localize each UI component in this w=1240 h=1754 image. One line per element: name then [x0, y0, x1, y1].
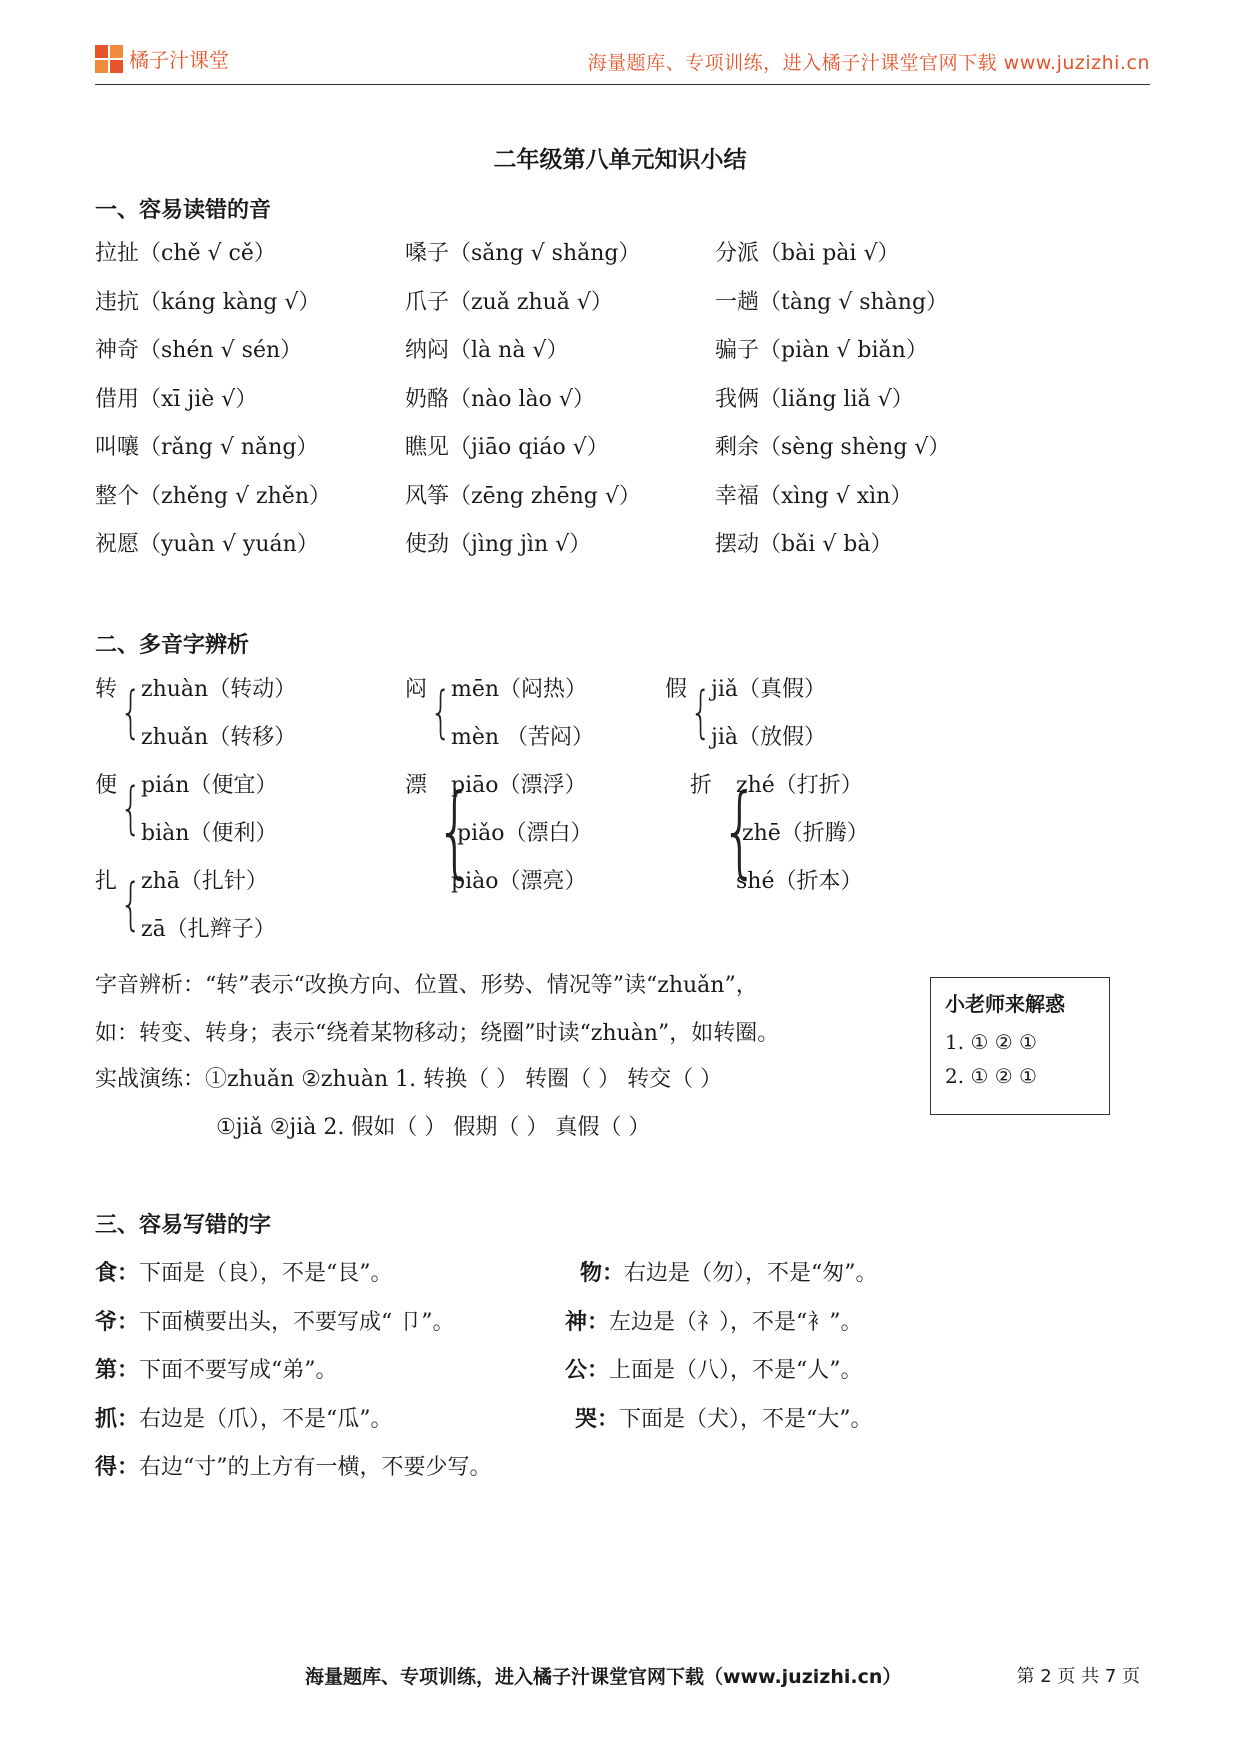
pronunciation-item: 违抗（káng kàng √）: [95, 289, 321, 315]
pronunciation-item: 骗子（piàn √ biǎn）: [715, 338, 928, 363]
target-character: 物：: [580, 1260, 625, 1286]
section2-heading: 二、多音字辨析: [95, 632, 250, 658]
pronunciation-item: 使劲（jìng jìn √）: [405, 532, 592, 557]
pronunciation-item: 我俩（liǎng liǎ √）: [715, 386, 914, 412]
pronunciation-item: 幸福（xìng √ xìn）: [715, 483, 913, 509]
pronunciation-item: 嗓子（sǎng √ shǎng）: [405, 241, 641, 266]
polyphone-reading: zhuǎn（转移）: [141, 725, 297, 750]
pronunciation-item: 一趟（tàng √ shàng）: [715, 289, 949, 315]
pronunciation-item: 叫嚷（rǎng √ nǎng）: [95, 435, 319, 460]
miswritten-character-item: [565, 1353, 863, 1384]
polyphone-reading: zhuàn（转动）: [141, 677, 297, 702]
pronunciation-item: 借用（xī jiè √）: [95, 386, 258, 412]
analysis-line-1: 字音辨析：“转”表示“改换方向、位置、形势、情况等”读“zhuǎn”，: [95, 973, 758, 998]
target-character: 哭：: [575, 1405, 620, 1432]
brace-icon: {: [120, 776, 142, 841]
polyphone-reading: jiǎ（真假）: [711, 677, 826, 702]
pronunciation-item: 纳闷（là nà √）: [405, 338, 569, 363]
target-character: 神：: [565, 1308, 610, 1335]
polyphone-char: 折: [690, 773, 713, 798]
pronunciation-item: 神奇（shén √ sén）: [95, 338, 303, 363]
practice-line-2: ①jiǎ ②jià 2. 假如（ ） 假期（ ） 真假（ ）: [216, 1115, 651, 1140]
polyphone-char: 扎: [95, 869, 118, 894]
character-note: 下面横要出头，不要写成“ 卩”。: [139, 1309, 455, 1335]
page-header: [95, 38, 1150, 85]
target-character: 食：: [95, 1260, 140, 1286]
polyphone-reading: mēn（闷热）: [451, 677, 588, 702]
pronunciation-item: 拉扯（chě √ cě）: [95, 241, 276, 266]
miswritten-character-item: [580, 1256, 878, 1287]
section3-heading: 三、容易写错的字: [95, 1212, 272, 1238]
target-character: 抓：: [95, 1405, 140, 1432]
tip-answer-2: 2. ① ② ①: [945, 1064, 1037, 1088]
miswritten-character-item: [565, 1305, 863, 1336]
pronunciation-item: 摆动（bǎi √ bà）: [715, 532, 893, 557]
polyphone-reading: piāo（漂浮）: [451, 773, 587, 798]
pronunciation-item: 整个（zhěng √ zhěn）: [95, 483, 331, 509]
polyphone-reading: zhē（折腾）: [742, 821, 869, 846]
character-note: 下面是（犬），不是“大”。: [619, 1406, 873, 1432]
pronunciation-item: 剩余（sèng shèng √）: [715, 435, 951, 460]
character-note: 右边“寸”的上方有一横，不要少写。: [139, 1455, 492, 1480]
miswritten-character-item: [95, 1450, 492, 1481]
pronunciation-item: 爪子（zuǎ zhuǎ √）: [405, 289, 613, 315]
analysis-line-2: 如：转变、转身；表示“绕着某物移动；绕圈”时读“zhuàn”，如转圈。: [95, 1021, 780, 1046]
footer-slogan: 海量题库、专项训练，进入橘子汁课堂官网下载（www.juzizhi.cn）: [305, 1666, 902, 1688]
brace-icon: {: [120, 872, 142, 937]
polyphone-reading: shé（折本）: [736, 869, 863, 894]
character-note: 左边是（礻），不是“衤”。: [609, 1309, 863, 1335]
polyphone-char: 假: [665, 677, 688, 702]
polyphone-reading: pián（便宜）: [141, 773, 278, 798]
polyphone-reading: zhé（打折）: [736, 773, 863, 798]
pronunciation-item: 风筝（zēng zhēng √）: [405, 483, 641, 509]
polyphone-reading: zā（扎辫子）: [141, 917, 276, 942]
logo-icon: [95, 45, 123, 73]
target-character: 第：: [95, 1357, 140, 1383]
tip-answer-1: 1. ① ② ①: [945, 1030, 1037, 1054]
miswritten-character-item: [95, 1353, 338, 1384]
practice-line-1: 实战演练：①zhuǎn ②zhuàn 1. 转换（ ） 转圈（ ） 转交（ ）: [95, 1067, 723, 1092]
character-note: 下面是（良），不是“艮”。: [139, 1261, 393, 1286]
character-note: 下面不要写成“弟”。: [139, 1358, 338, 1383]
polyphone-reading: piào（漂亮）: [451, 869, 587, 894]
pronunciation-item: 祝愿（yuàn √ yuán）: [95, 532, 319, 557]
brand-name: 橘子汁课堂: [129, 48, 229, 72]
character-note: 右边是（爪），不是“瓜”。: [139, 1406, 393, 1432]
pronunciation-item: 分派（bài pài √）: [715, 241, 900, 266]
brand-logo[interactable]: [95, 44, 229, 73]
miswritten-character-item: [95, 1305, 455, 1336]
target-character: 爷：: [95, 1308, 140, 1335]
miswritten-character-item: [95, 1256, 393, 1287]
pronunciation-item: 奶酪（nào lào √）: [405, 386, 595, 412]
target-character: 得：: [95, 1454, 140, 1480]
brace-icon: {: [435, 772, 474, 889]
polyphone-reading: zhā（扎针）: [141, 869, 268, 894]
brace-icon: {: [120, 680, 142, 745]
polyphone-char: 闷: [405, 677, 428, 702]
polyphone-reading: mèn （苦闷）: [451, 725, 595, 750]
brace-icon: {: [430, 680, 452, 745]
polyphone-reading: jià（放假）: [711, 725, 826, 750]
polyphone-char: 便: [95, 773, 118, 798]
polyphone-reading: biàn（便利）: [141, 821, 278, 846]
section1-heading: 一、容易读错的音: [95, 197, 272, 223]
page-title: 二年级第八单元知识小结: [493, 146, 747, 173]
brace-icon: {: [690, 680, 712, 745]
target-character: 公：: [565, 1357, 610, 1383]
character-note: 右边是（勿），不是“匆”。: [624, 1261, 878, 1286]
tip-title: 小老师来解惑: [945, 992, 1065, 1016]
polyphone-char: 漂: [405, 773, 428, 798]
polyphone-reading: piǎo（漂白）: [457, 821, 593, 846]
page-number: 第 2 页 共 7 页: [1016, 1666, 1140, 1687]
pronunciation-item: 瞧见（jiāo qiáo √）: [405, 435, 609, 460]
polyphone-char: 转: [95, 677, 118, 702]
answer-tip-box: [930, 977, 1110, 1115]
character-note: 上面是（八），不是“人”。: [609, 1358, 863, 1383]
header-slogan: 海量题库、专项训练，进入橘子汁课堂官网下载 www.juzizhi.cn: [587, 52, 1150, 74]
brace-icon: {: [720, 772, 759, 889]
miswritten-character-item: [575, 1402, 873, 1433]
miswritten-character-item: [95, 1402, 393, 1433]
